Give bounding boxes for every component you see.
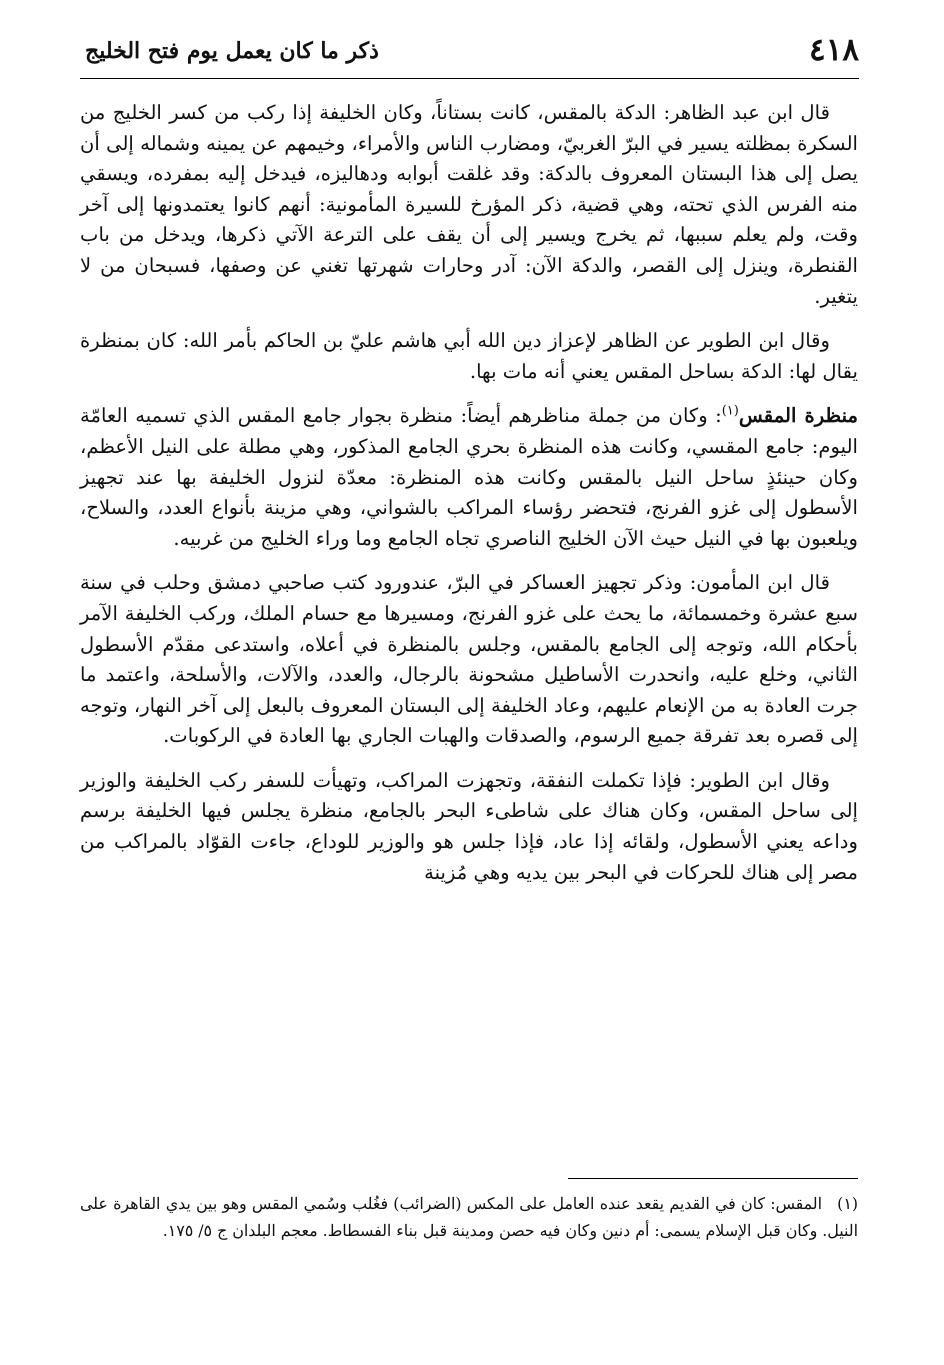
footnote bbox=[80, 1190, 858, 1244]
section-term: منظرة المقس bbox=[738, 404, 858, 428]
running-title: ذكر ما كان يعمل يوم فتح الخليج bbox=[85, 38, 379, 64]
footnote-number: (١) bbox=[837, 1194, 858, 1213]
header-rule bbox=[80, 78, 859, 79]
page-number: ٤١٨ bbox=[809, 32, 859, 68]
paragraph: وقال ابن الطوير: فإذا تكملت النفقة، وتجهزت المراكب، وتهيأت للسفر ركب الخليفة والوزير إلى ساحل المقس، وكان هناك على شاطىء البحر بالجامع، منظرة يجلس فيها الخليفة برسم وداعه يعني الأسطول، ولقائه إذا عاد، فإذا جلس هو والوزير للوداع، جاءت القوّاد بالمراكب من مصر إلى هناك للحركات في البحر بين يديه وهي مُزينة bbox=[80, 768, 858, 884]
paragraph: منظرة المقس$^{(١)}$: وكان من جملة مناظرهم أيضاً: منظرة بجوار جامع المقس الذي تسميه العامّة اليوم: جامع المقسي، وكانت هذه المنظرة بحري الجامع المذكور، وهي مطلة على النيل الأعظم، وكان حينئذٍ ساحل النيل بالمقس وكانت هذه المنظرة: معدّة لنزول الخليفة بها عند تجهيز الأسطول إلى غزو الفرنج، فتحضر رؤساء المراكب بالشواني، وهي مزينة بأنواع العدد، والسلاح، ويلعبون بها في النيل حيث الآن الخليج الناصري تجاه الجامع وما وراء الخليج من غربيه. bbox=[80, 403, 858, 550]
footnote-text: المقس: كان في القديم يقعد عنده العامل على المكس (الضرائب) فغُلب وسُمي المقس وهو بين يدي القاهرة على النيل. وكان قبل الإسلام يسمى: أم دنين وكان فيه حصن ومدينة قبل بناء الفسطاط. معجم البلدان ج ٥/ ١٧٥. bbox=[80, 1194, 858, 1240]
page-header bbox=[85, 32, 859, 76]
paragraph: وقال ابن الطوير عن الظاهر لإعزاز دين الله أبي هاشم عليّ بن الحاكم بأمر الله: كان بمنظرة يقال لها: الدكة بساحل المقس يعني أنه مات بها. bbox=[80, 329, 858, 383]
paragraph: قال ابن عبد الظاهر: الدكة بالمقس، كانت بستاناً، وكان الخليفة إذا ركب من كسر الخليج من السكرة بمظلته يسير في البرّ الغربيّ، ومضارب الناس والأمراء، وخيمهم عن يمينه وشماله إلى أن يصل إلى هذا البستان المعروف بالدكة: وقد غلقت أبوابه ودهاليزه، فيدخل إليه بمفرده، ويسقي منه الفرس الذي تحته، وهي قضية، ذكر المؤرخ للسيرة المأمونية: أنهم كانوا يعتمدونها إلى آخر وقت، ولم يعلم سببها، ثم يخرج ويسير إلى أن يقف على الترعة الآتي ذكرها، ويدخل من باب القنطرة، وينزل إلى القصر، والدكة الآن: آدر وحارات شهرتها تغني عن وصفها، فسبحان من لا يتغير. bbox=[80, 101, 858, 308]
footnote-marker: (١) bbox=[721, 403, 739, 419]
paragraph: قال ابن المأمون: وذكر تجهيز العساكر في البرّ، عندورود كتب صاحبي دمشق وحلب في سنة سبع عشرة وخمسمائة، ما يحث على غزو الفرنج، ومسيرها مع حسام الملك، وركب الخليفة الآمر بأحكام الله، وتوجه إلى الجامع بالمقس، وجلس بالمنظرة في أعلاه، واستدعى مقدّم الأسطول الثاني، وخلع عليه، وانحدرت الأساطيل مشحونة بالرجال، والعدد، والآلات، والأسلحة، واعتمد ما جرت العادة به من الإنعام عليهم، وعاد الخليفة إلى البستان المعروف بالبعل إلى آخر النهار، وتوجه إلى قصره بعد تفرقة جميع الرسوم، والصدقات والهبات الجاري بها العادة في الركوبات. bbox=[80, 571, 858, 748]
footnote-rule bbox=[568, 1178, 858, 1179]
body-text bbox=[80, 98, 858, 902]
